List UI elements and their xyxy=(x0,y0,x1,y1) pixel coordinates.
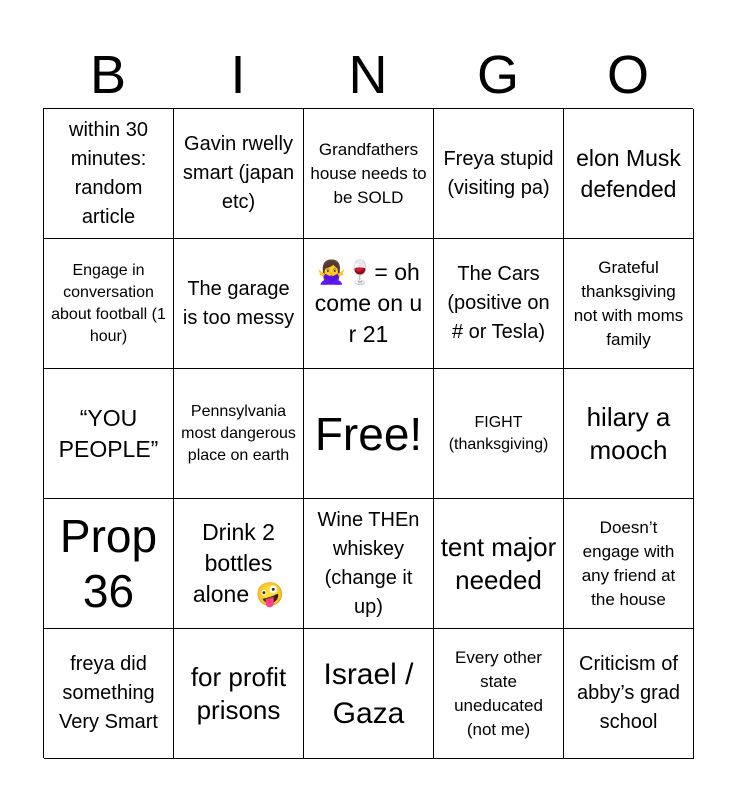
bingo-cell-r2-c3[interactable] xyxy=(304,239,434,369)
cell-text: Israel / Gaza xyxy=(323,657,414,730)
bingo-cell-r3-c3[interactable] xyxy=(304,369,434,499)
bingo-cell-r5-c2[interactable] xyxy=(174,629,304,759)
header-letter-i: I xyxy=(230,45,246,105)
cell-text: hilary a mooch xyxy=(586,401,671,465)
header-letter-o: O xyxy=(606,45,649,105)
bingo-cell-r2-c1[interactable] xyxy=(44,239,174,369)
bingo-cell-r5-c5[interactable] xyxy=(564,629,694,759)
bingo-cell-r1-c1[interactable] xyxy=(44,109,174,239)
cell-text: “YOU PEOPLE” xyxy=(58,404,159,462)
bingo-cell-r2-c2[interactable] xyxy=(174,239,304,369)
bingo-cell-r1-c5[interactable] xyxy=(564,109,694,239)
header-letter-b: B xyxy=(89,45,127,105)
bingo-cell-r3-c1[interactable] xyxy=(44,369,174,499)
bingo-cell-r1-c3[interactable] xyxy=(304,109,434,239)
cell-text: Engage in conversation about football (1 hour) xyxy=(51,261,166,345)
cell-text: 🙅‍♀️🍷= oh come on u r 21 xyxy=(314,259,423,347)
bingo-cell-r2-c4[interactable] xyxy=(434,239,564,369)
cell-text: Freya stupid (visiting pa) xyxy=(443,147,554,199)
cell-text: Grateful thanksgiving not with moms family xyxy=(573,257,684,349)
cell-text: Drink 2 bottles alone 🤪 xyxy=(192,519,285,607)
bingo-cell-r5-c4[interactable] xyxy=(434,629,564,759)
header-letter-g: G xyxy=(476,45,519,105)
bingo-cell-r3-c5[interactable] xyxy=(564,369,694,499)
bingo-cell-r3-c2[interactable] xyxy=(174,369,304,499)
cell-text: Pennsylvania most dangerous place on earth xyxy=(181,402,296,464)
bingo-cell-r4-c5[interactable] xyxy=(564,499,694,629)
bingo-cell-r5-c3[interactable] xyxy=(304,629,434,759)
bingo-cell-r4-c1[interactable] xyxy=(44,499,174,629)
bingo-header xyxy=(43,42,693,108)
bingo-cell-r4-c3[interactable] xyxy=(304,499,434,629)
cell-text: The garage is too messy xyxy=(182,277,295,329)
bingo-cell-r4-c4[interactable] xyxy=(434,499,564,629)
bingo-cell-r1-c2[interactable] xyxy=(174,109,304,239)
cell-text: freya did something Very Smart xyxy=(59,653,158,733)
cell-text: within 30 minutes: random article xyxy=(69,118,148,228)
bingo-board xyxy=(43,108,693,758)
bingo-cell-r5-c1[interactable] xyxy=(44,629,174,759)
cell-text: elon Musk defended xyxy=(576,144,681,202)
cell-text: FIGHT (thanksgiving) xyxy=(448,413,549,453)
bingo-cell-r4-c2[interactable] xyxy=(174,499,304,629)
cell-text: Every other state uneducated (not me) xyxy=(454,647,543,739)
bingo-cell-r1-c4[interactable] xyxy=(434,109,564,239)
free-space-label: Free! xyxy=(314,407,423,460)
cell-text: Grandfathers house needs to be SOLD xyxy=(310,139,427,207)
cell-text: for profit prisons xyxy=(190,661,287,725)
header-letter-n: N xyxy=(348,45,388,105)
cell-text: tent major needed xyxy=(440,531,557,595)
cell-text: Doesn’t engage with any friend at the house xyxy=(581,517,676,609)
bingo-cell-r3-c4[interactable] xyxy=(434,369,564,499)
cell-text: Gavin rwelly smart (japan etc) xyxy=(182,133,295,213)
cell-text: Wine THEn whiskey (change it up) xyxy=(317,508,420,618)
cell-text: The Cars (positive on # or Tesla) xyxy=(447,263,550,343)
bingo-cell-r2-c5[interactable] xyxy=(564,239,694,369)
cell-text: Prop 36 xyxy=(59,509,158,617)
cell-text: Criticism of abby’s grad school xyxy=(576,653,681,733)
